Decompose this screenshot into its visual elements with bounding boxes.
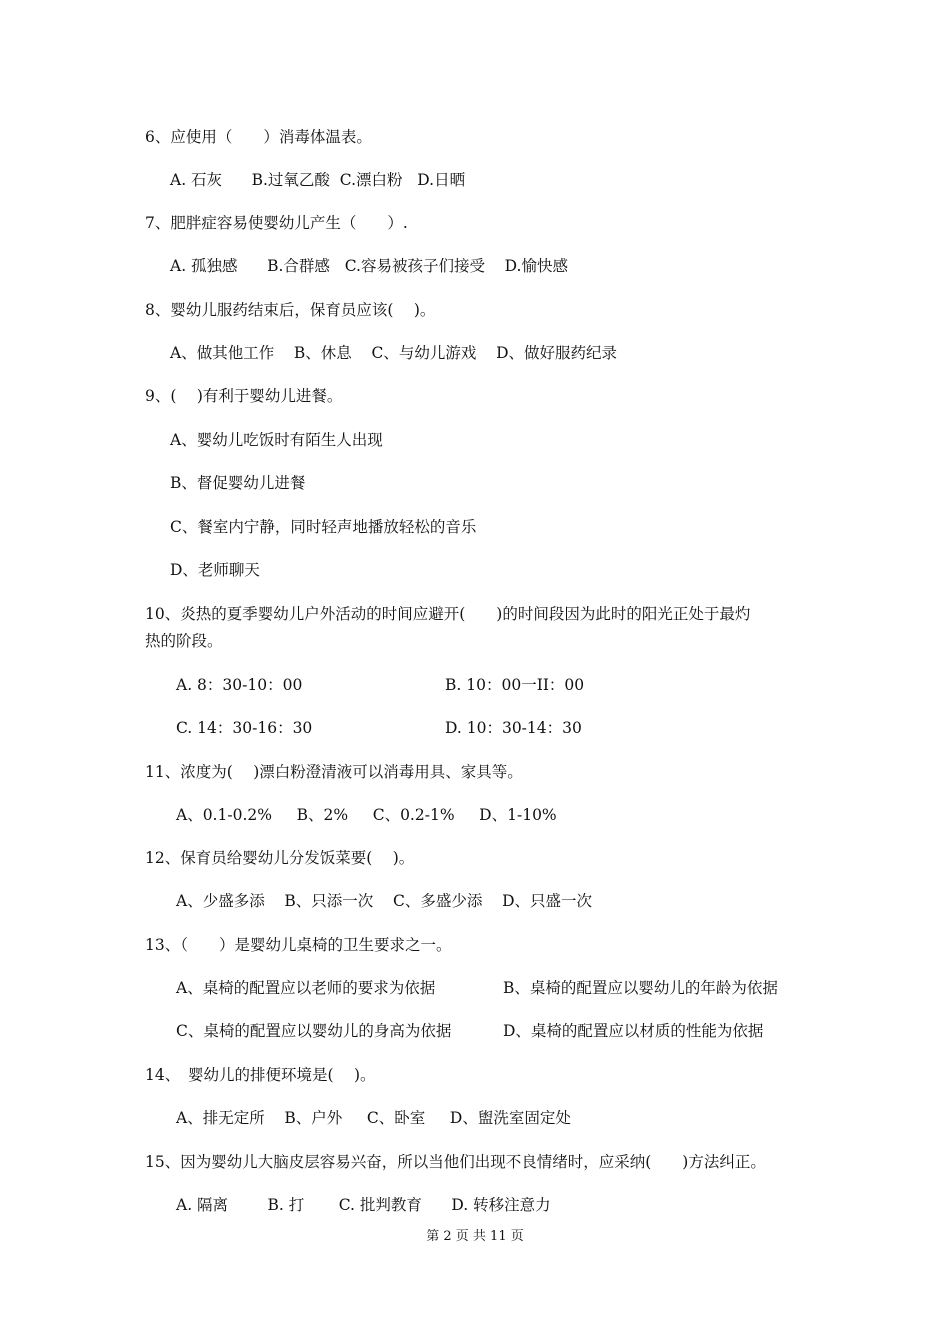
options-11: A、0.1-0.2% B、2% C、0.2-1% D、1-10% — [176, 806, 557, 824]
page-footer: 第 2 页 共 11 页 — [426, 1229, 524, 1244]
question-10: 10、炎热的夏季婴幼儿户外活动的时间应避开( )的时间段因为此时的阳光正处于最灼 — [145, 605, 751, 623]
option-9b: B、督促婴幼儿进餐 — [170, 474, 306, 492]
options-15: A. 隔离 B. 打 C. 批判教育 D. 转移注意力 — [176, 1196, 551, 1214]
option-10b: B. 10：00一II：00 — [445, 676, 585, 694]
question-6: 6、应使用（ ）消毒体温表。 — [145, 128, 372, 146]
option-10d: D. 10：30-14：30 — [445, 719, 582, 737]
question-11: 11、浓度为( )漂白粉澄清液可以消毒用具、家具等。 — [145, 763, 523, 781]
option-13c: C、桌椅的配置应以婴幼儿的身高为依据 — [176, 1022, 452, 1040]
question-15: 15、因为婴幼儿大脑皮层容易兴奋，所以当他们出现不良情绪时，应采纳( )方法纠正。 — [145, 1153, 766, 1171]
options-7: A. 孤独感 B.合群感 C.容易被孩子们接受 D.愉快感 — [170, 257, 568, 275]
options-14: A、排无定所 B、户外 C、卧室 D、盥洗室固定处 — [176, 1109, 571, 1127]
option-9a: A、婴幼儿吃饭时有陌生人出现 — [170, 431, 383, 449]
option-9d: D、老师聊天 — [170, 561, 260, 579]
option-10a: A. 8：30-10：00 — [176, 676, 303, 694]
question-14: 14、 婴幼儿的排便环境是( )。 — [145, 1066, 376, 1084]
option-13a: A、桌椅的配置应以老师的要求为依据 — [176, 979, 436, 997]
options-8: A、做其他工作 B、休息 C、与幼儿游戏 D、做好服药纪录 — [170, 344, 617, 362]
question-10-cont: 热的阶段。 — [145, 632, 223, 650]
option-10c: C. 14：30-16：30 — [176, 719, 313, 737]
question-7: 7、肥胖症容易使婴幼儿产生（ ）. — [145, 214, 408, 232]
option-9c: C、餐室内宁静，同时轻声地播放轻松的音乐 — [170, 518, 477, 536]
question-9: 9、( )有利于婴幼儿进餐。 — [145, 387, 343, 405]
option-13b: B、桌椅的配置应以婴幼儿的年龄为依据 — [503, 979, 778, 997]
options-6: A. 石灰 B.过氧乙酸 C.漂白粉 D.日晒 — [170, 171, 466, 189]
question-13: 13、（ ）是婴幼儿桌椅的卫生要求之一。 — [145, 936, 452, 954]
question-12: 12、保育员给婴幼儿分发饭菜要( )。 — [145, 849, 415, 867]
options-12: A、少盛多添 B、只添一次 C、多盛少添 D、只盛一次 — [176, 892, 592, 910]
question-8: 8、婴幼儿服药结束后，保育员应该( )。 — [145, 301, 436, 319]
option-13d: D、桌椅的配置应以材质的性能为依据 — [503, 1022, 764, 1040]
